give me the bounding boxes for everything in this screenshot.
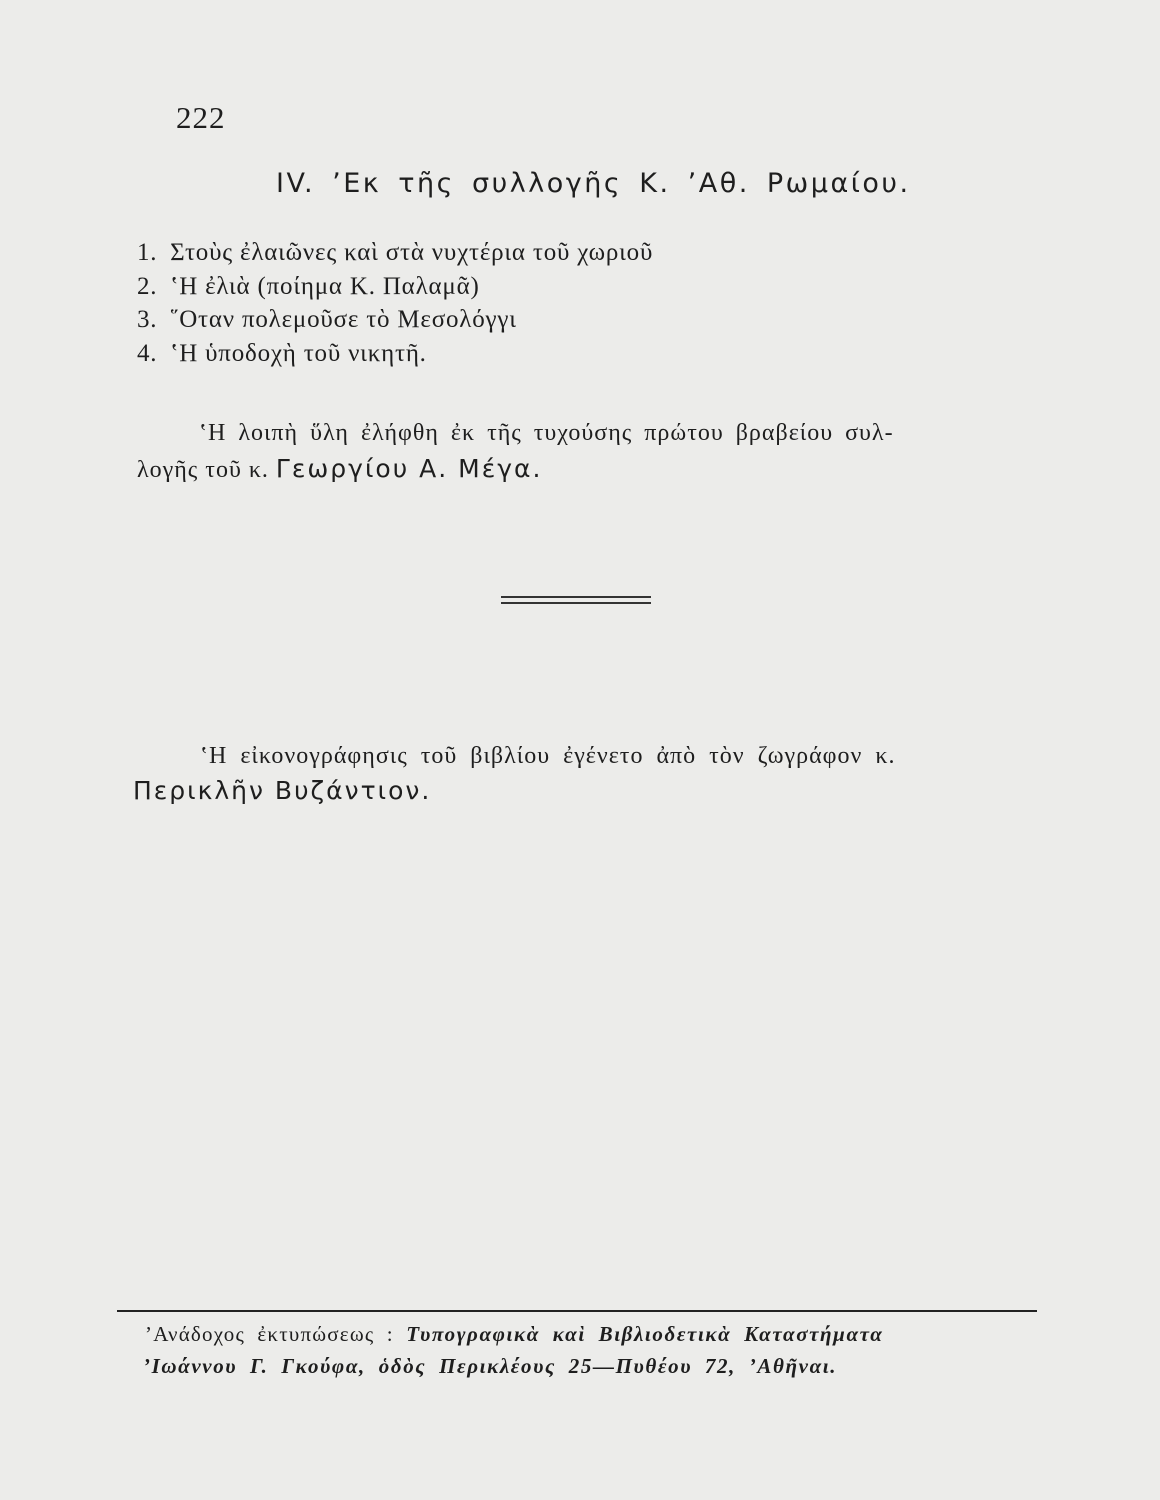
footer-rule xyxy=(117,1310,1037,1312)
illustration-note-line1: ʽΗ εἰκονογράφησις τοῦ βιβλίου ἐγένετο ἀπὸ τὸν ζωγράφον κ. xyxy=(200,743,896,769)
list-item xyxy=(137,303,653,337)
source-note-name: Γεωργίου Α. Μέγα. xyxy=(275,454,543,483)
section-title: IV. ʼΕκ τῆς συλλογῆς Κ. ʼΑθ. Ρωμαίου. xyxy=(276,168,911,199)
list-item-text: ʽΗ ὑποδοχὴ τοῦ νικητῆ. xyxy=(170,339,427,367)
list-item-number: 1. xyxy=(137,239,158,266)
list-item-number: 3. xyxy=(137,306,158,333)
source-note-line1: ʽΗ λοιπὴ ὕλη ἐλήφθη ἐκ τῆς τυχούσης πρώτου βραβείου συλ- xyxy=(199,420,894,446)
list-item-number: 4. xyxy=(137,339,158,367)
list-item-text: Στοὺς ἐλαιῶνες καὶ στὰ νυχτέρια τοῦ χωριοῦ xyxy=(170,239,654,266)
page-number: 222 xyxy=(176,100,226,135)
printer-name: Τυπογραφικὰ καὶ Βιβλιοδετικὰ Καταστήματα xyxy=(406,1322,884,1346)
list-item xyxy=(137,337,653,371)
illustration-note-line2: Περικλῆν Βυζάντιον. xyxy=(133,776,432,805)
list-item xyxy=(137,270,653,304)
list-item xyxy=(137,236,653,270)
contents-list xyxy=(137,236,653,370)
list-item-text: ῞Οταν πολεμοῦσε τὸ Μεσολόγγι xyxy=(170,306,517,333)
source-note-line2 xyxy=(137,454,542,484)
section-divider-bottom xyxy=(501,602,651,604)
printer-footer-line2: ʼΙωάννου Γ. Γκούφα, ὁδὸς Περικλέους 25—Πυθέου 72, ʼΑθῆναι. xyxy=(143,1354,838,1378)
printer-label: ʼΑνάδοχος ἐκτυπώσεως : xyxy=(145,1322,394,1346)
list-item-text: ʽΗ ἐλιὰ (ποίημα Κ. Παλαμᾶ) xyxy=(170,272,480,300)
section-divider-top xyxy=(501,596,651,598)
list-item-number: 2. xyxy=(137,272,158,300)
printer-footer-line1 xyxy=(145,1322,884,1347)
source-note-prefix: λογῆς τοῦ κ. xyxy=(137,457,269,483)
